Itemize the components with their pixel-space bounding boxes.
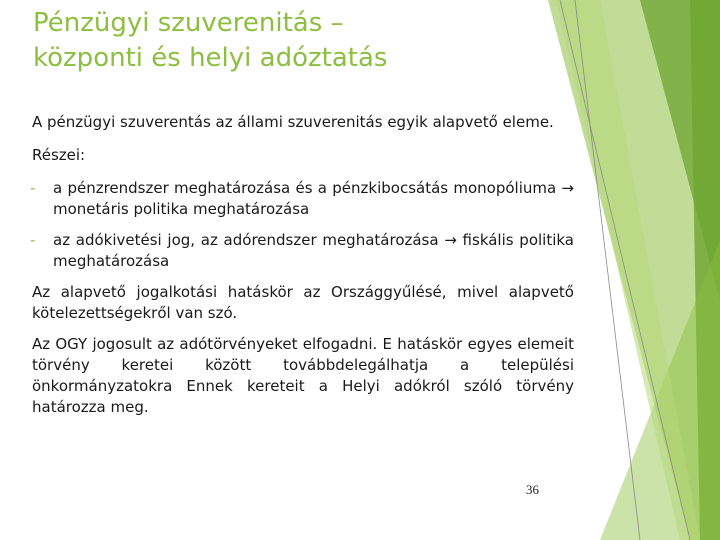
bullet-text: az adókivetési jog, az adórendszer meghatározása → fiskális politika meghatározása <box>53 231 574 270</box>
bullet-item <box>32 230 574 272</box>
bullet-dash: - <box>30 231 36 249</box>
title-line-1: Pénzügyi szuverenitás – <box>33 8 344 38</box>
paragraph-tax-delegation: Az OGY jogosult az adótörvényeket elfogadni. E hatáskör egyes elemeit törvény keretei között továbbdelegálhatja a települési önkormányzatokra Ennek kereteit a Helyi adókról szóló törvény határozza meg. <box>32 335 574 416</box>
page-number: 36 <box>526 482 539 497</box>
bullet-item <box>32 178 574 220</box>
slide-content <box>32 112 574 428</box>
paragraph-legislative-power: Az alapvető jogalkotási hatáskör az Országgyűlésé, mivel alapvető kötelezettségekről van szó. <box>32 283 574 322</box>
slide-title <box>33 6 553 76</box>
intro-text: A pénzügyi szuverentás az állami szuverenitás egyik alapvető eleme. <box>32 113 554 131</box>
bullet-dash: - <box>30 179 36 197</box>
title-line-2: központi és helyi adóztatás <box>33 43 388 73</box>
parts-heading: Részei: <box>32 146 86 164</box>
bullet-text: a pénzrendszer meghatározása és a pénzkibocsátás monopóliuma → monetáris politika meghatározása <box>53 179 574 218</box>
